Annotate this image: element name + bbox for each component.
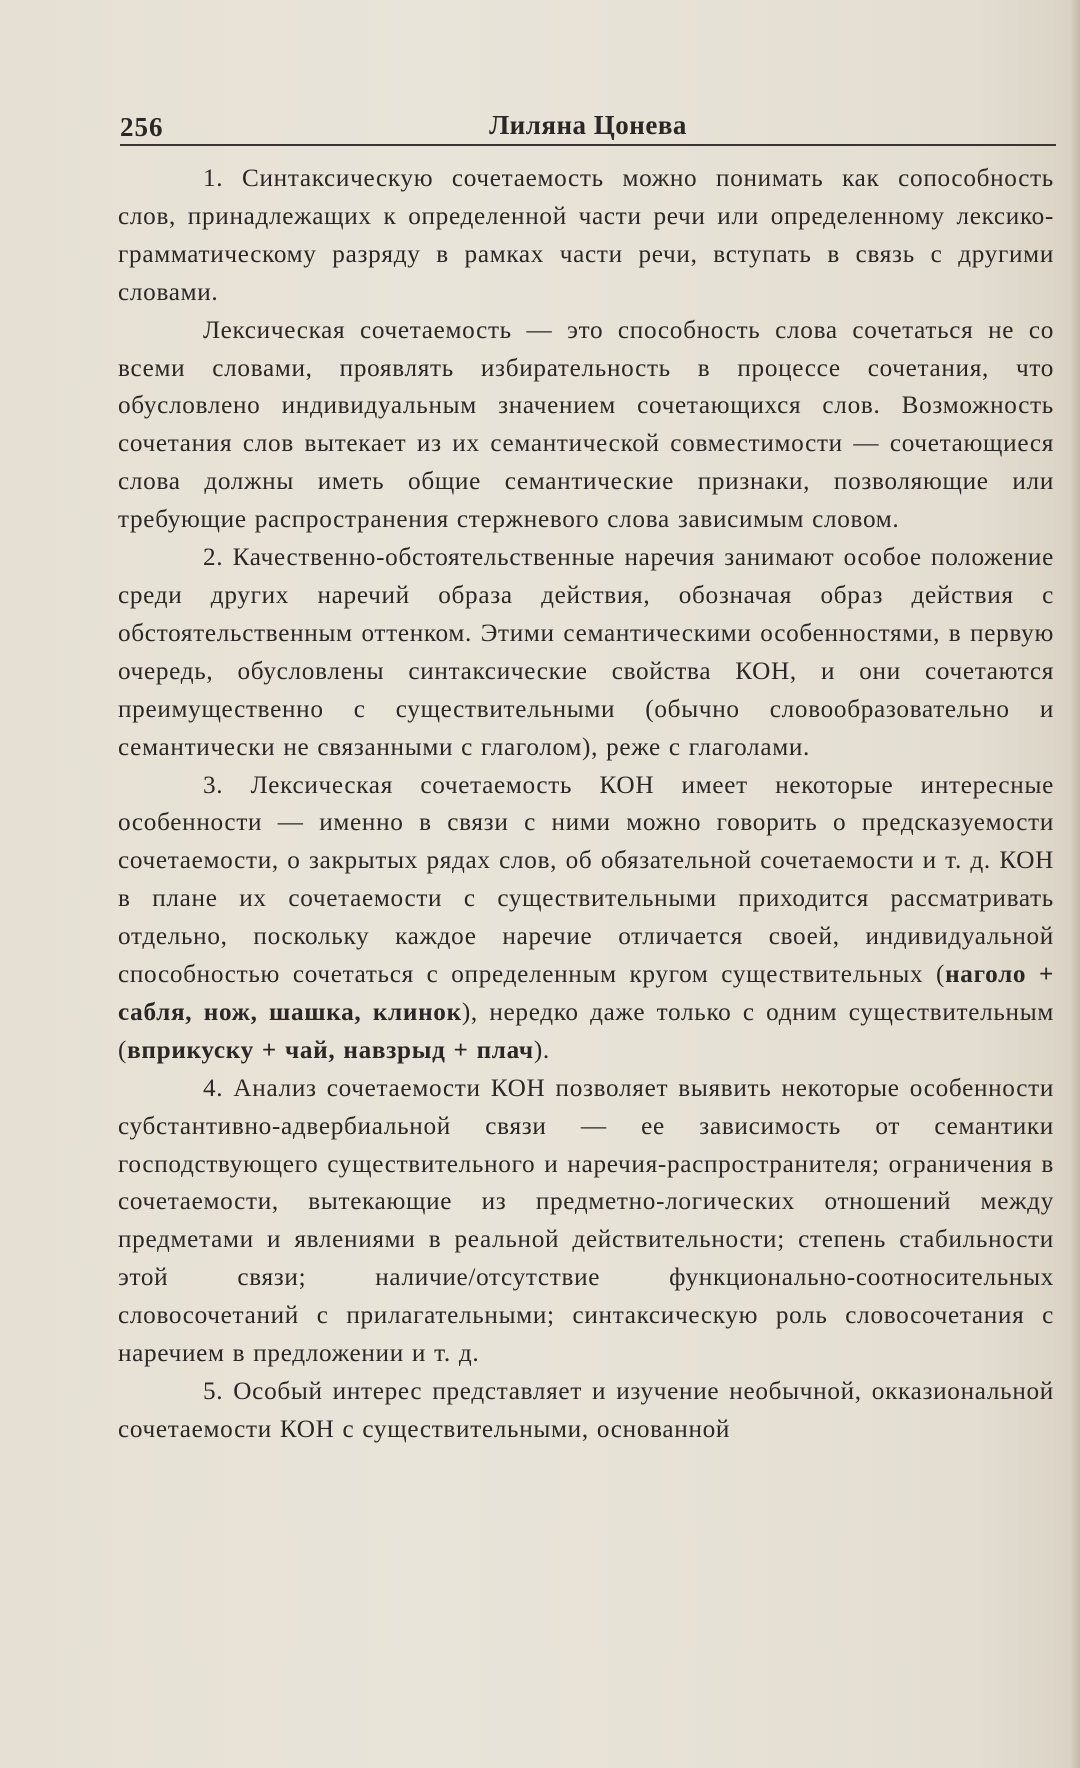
paragraph-text: 5. Особый интерес представляет и изучение необычной, окказиональной сочетаемости КОН с существительными, основанной (118, 1378, 1054, 1443)
running-head-author: Лиляна Цонева (489, 110, 687, 140)
paragraph (118, 767, 1054, 1070)
paragraph (118, 539, 1054, 766)
page-edge-shadow (1070, 0, 1080, 1768)
paragraph-text: 1. Синтаксическую сочетаемость можно понимать как сопособность слов, принадлежащих к определенной части речи или определенному лексико-грамматическому разряду в рамках части речи, вступать в связь с другими словами. (118, 165, 1054, 306)
body-text (118, 160, 1054, 1449)
paragraph-text: 3. Лексическая сочетаемость КОН имеет некоторые интересные особенности — именно в связи с ними можно говорить о предсказуемости сочетаемости, о закрытых рядах слов, об обязательной сочетаемости и т. д. КОН в плане их сочетаемости с существительными приходится рассматривать отдельно, поскольку каждое наречие отличается своей, индивидуальной способностью сочетаться с определенным кругом существительных ( (118, 771, 1054, 989)
paragraph-text: ). (533, 1036, 550, 1064)
paragraph (118, 160, 1054, 312)
paragraph (118, 312, 1054, 539)
page-number: 256 (120, 112, 164, 142)
bold-example-text: вприкуску + чай, навзрыд + плач (127, 1036, 534, 1064)
paragraph-text: ), нередко даже только с одним существительным ( (118, 998, 1054, 1064)
paragraph-text: 4. Анализ сочетаемости КОН позволяет выявить некоторые особенности субстантивно-адвербиальной связи — ее зависимость от семантики господствующего существительного и наречия-распространителя; ограничения в сочетаемости, вытекающие из предметно-логических отношений между предметами и явлениями в реальной действительности; степень стабильности этой связи; наличие/отсутствие функционально-соотносительных словосочетаний с прилагательными; синтаксическую роль словосочетания с наречием в предложении и т. д. (118, 1074, 1054, 1368)
running-head (120, 108, 1056, 146)
paragraph-text: 2. Качественно-обстоятельственные наречия занимают особое положение среди других наречий образа действия, обозначая образ действия с обстоятельственным оттенком. Этими семантическими особенностями, в первую очередь, обусловлены синтаксические свойства КОН, и они сочетаются преимущественно с существительными (обычно словообразовательно и семантически не связанными с глаголом), реже с глаголами. (118, 544, 1054, 761)
paragraph-text: Лексическая сочетаемость — это способность слова сочетаться не со всеми словами, проявлять избирательность в процессе сочетания, что обусловлено индивидуальным значением сочетающихся слов. Возможность сочетания слов вытекает из их семантической совместимости — сочетающиеся слова должны иметь общие семантические признаки, позволяющие или требующие распространения стержневого слова зависимым словом. (118, 316, 1054, 534)
paragraph (118, 1070, 1054, 1373)
paragraph (118, 1373, 1054, 1449)
bold-example-text: наголо + сабля, нож, шашка, клинок (118, 961, 1055, 1026)
